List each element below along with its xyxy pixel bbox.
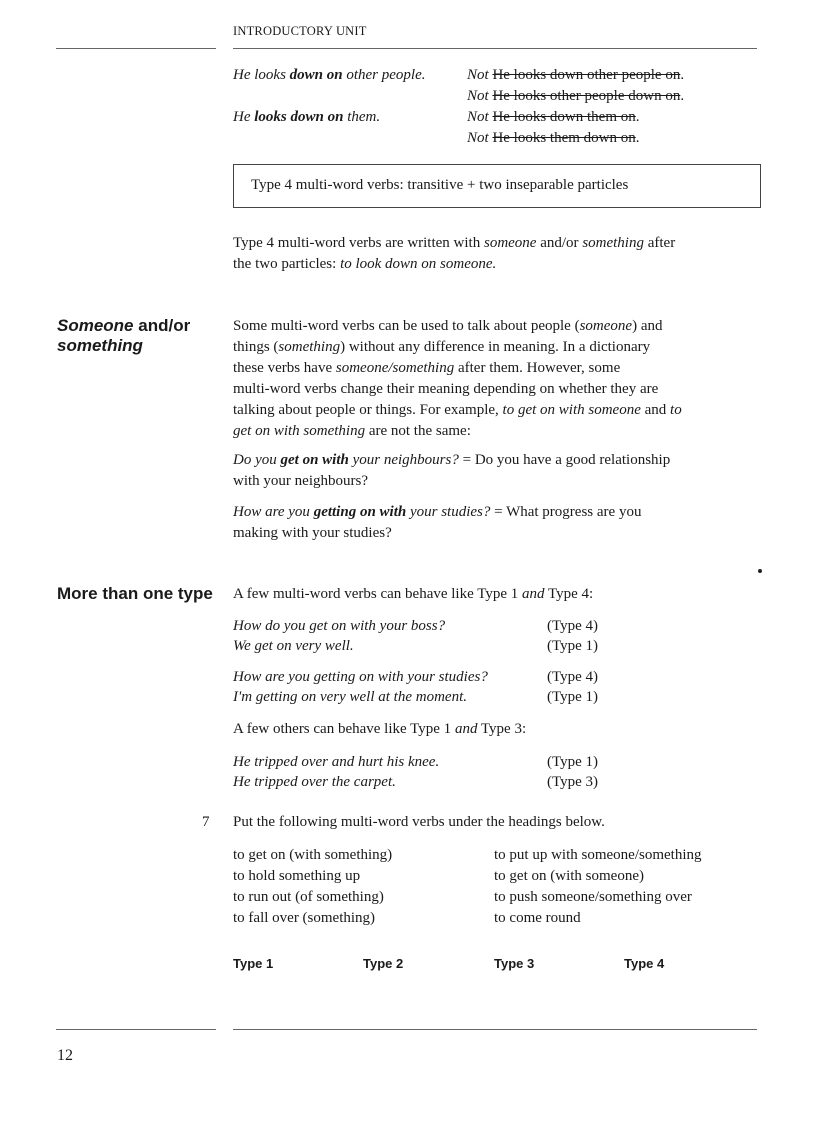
exercise-verbs-right (494, 845, 702, 929)
example-wrong-3: Not He looks down them on. (467, 109, 640, 125)
group3-types: (Type 1) (Type 3) (547, 754, 599, 790)
type4-intro: Type 4 multi-word verbs are written with someone and/or something after the two particles: to look down on someone. (233, 235, 676, 272)
example-wrong-2: Not He looks other people down on. (467, 88, 685, 104)
group3-sentences: He tripped over and hurt his knee. He tripped over the carpet. (233, 754, 440, 790)
group2-sentences: How are you getting on with your studies? I'm getting on very well at the moment. (233, 669, 488, 705)
heading-type-4: Type 4 (624, 956, 665, 971)
example-wrong-1: Not He looks down other people on. (467, 67, 685, 83)
stray-dot (758, 569, 762, 573)
list-item: to get on (with something) (233, 847, 393, 863)
example-correct-2: He looks down on them. (233, 109, 381, 125)
example-get-on-with-neighbours: Do you get on with your neighbours? = Do you have a good relationship with your neighbours? (233, 452, 671, 489)
someone-something-paragraph: Some multi-word verbs can be used to talk about people (someone) and things (something) without any difference in meaning. In a dictionary these verbs have someone/something after them. However, some multi-word verbs change their meaning depending on whether they are talking about people or things. For example, to get on with someone and to get on with something are not the same: (233, 318, 682, 439)
exercise-number: 7 (202, 814, 210, 830)
more-type-intro: A few multi-word verbs can behave like Type 1 and Type 4: (233, 586, 594, 602)
side-heading-someone-something: Someone and/or something (57, 316, 191, 355)
group1-types: (Type 4) (Type 1) (547, 618, 599, 654)
list-item: to fall over (something) (233, 910, 376, 926)
group2-types: (Type 4) (Type 1) (547, 669, 599, 705)
footer-rule-right (233, 1029, 757, 1030)
header-rule-left (56, 48, 216, 49)
page-number: 12 (57, 1047, 73, 1064)
list-item: to put up with someone/something (494, 847, 702, 863)
heading-type-1: Type 1 (233, 956, 274, 971)
type4-box (233, 164, 761, 208)
running-header: INTRODUCTORY UNIT (233, 24, 367, 38)
list-item: to come round (494, 910, 581, 926)
example-getting-on-with-studies: How are you getting on with your studies? = What progress are you making with your studies? (233, 504, 642, 541)
side-heading-more-than-one-type: More than one type (57, 584, 213, 603)
list-item: to hold something up (233, 868, 361, 884)
list-item: to get on (with someone) (494, 868, 644, 884)
example-correct-1: He looks down on other people. (233, 67, 426, 83)
group1-sentences: How do you get on with your boss? We get on very well. (233, 618, 446, 654)
header-rule-right (233, 48, 757, 49)
heading-type-2: Type 2 (363, 956, 404, 971)
type4-box-title: Type 4 multi-word verbs: transitive + two inseparable particles (251, 177, 629, 193)
more-type-intro2: A few others can behave like Type 1 and Type 3: (233, 721, 527, 737)
heading-type-3: Type 3 (494, 956, 535, 971)
exercise-instruction: Put the following multi-word verbs under the headings below. (233, 814, 605, 830)
footer-rule-left (56, 1029, 216, 1030)
list-item: to run out (of something) (233, 889, 384, 905)
list-item: to push someone/something over (494, 889, 692, 905)
example-wrong-4: Not He looks them down on. (467, 130, 640, 146)
exercise-verbs-left (233, 845, 392, 929)
